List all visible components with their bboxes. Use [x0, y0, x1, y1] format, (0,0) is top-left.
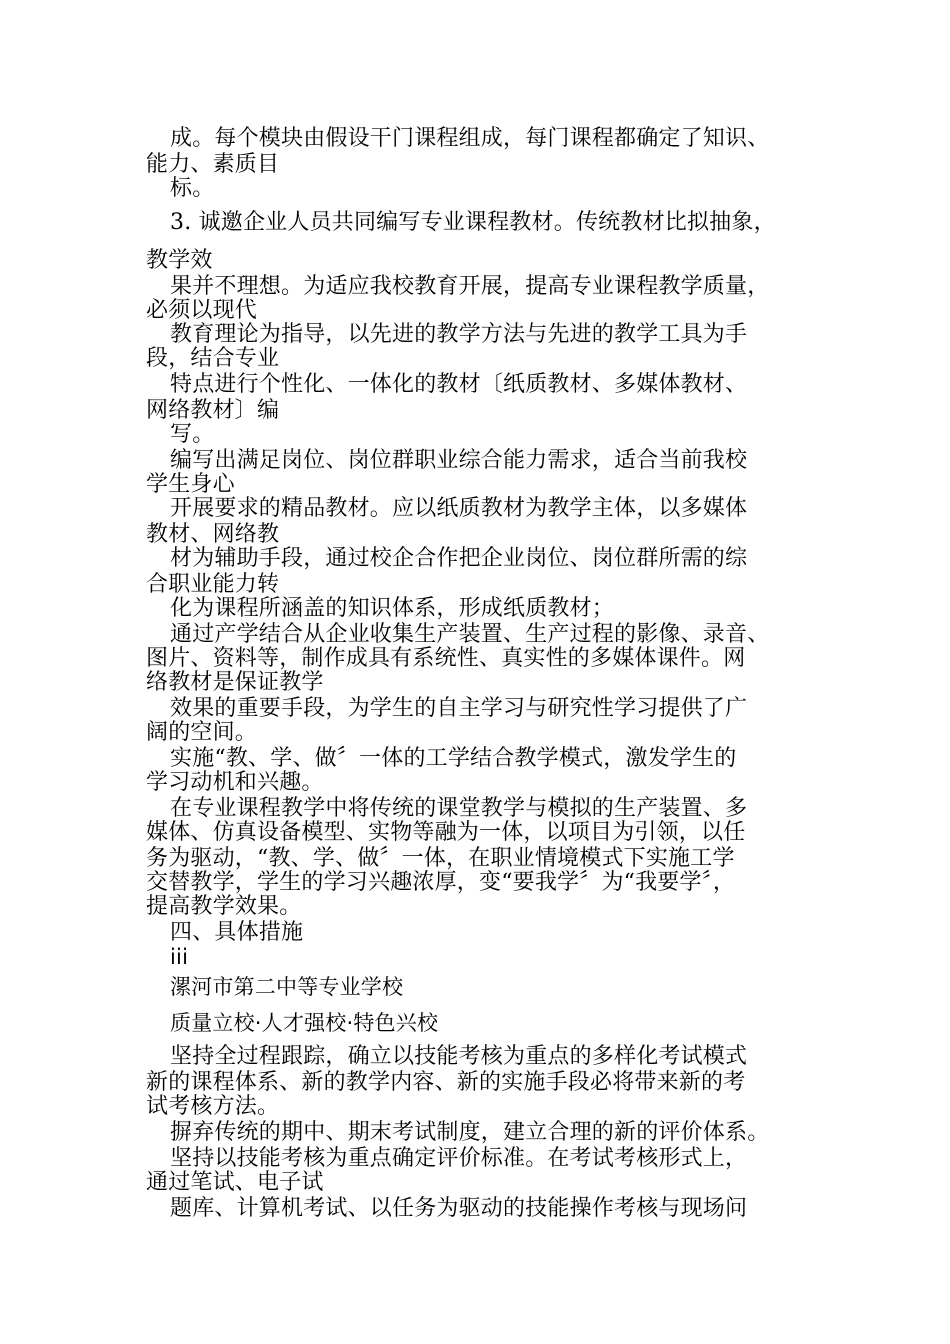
text-line: 效果的重要手段，为学生的自主学习与研究性学习提供了广	[170, 696, 748, 721]
text-line: 网络教材〕编	[146, 398, 280, 423]
text-line: 媒体、仿真设备模型、实物等融为一体，以项目为引领，以任	[146, 820, 746, 845]
text-line: 开展要求的精品教材。应以纸质教材为教学主体，以多媒体	[170, 496, 748, 521]
text-line: 标。	[170, 176, 215, 201]
text-line: 通过产学结合从企业收集生产装置、生产过程的影像、录音、	[170, 622, 770, 647]
text-line: 成。每个模块由假设干门课程组成，每门课程都确定了知识、	[170, 126, 770, 151]
text-line: 果并不理想。为适应我校教育开展，提高专业课程教学质量，	[170, 274, 770, 299]
text-line: 合职业能力转	[146, 572, 280, 597]
text-line: 提高教学效果。	[146, 894, 302, 919]
school-motto: 质量立校·人才强校·特色兴校	[170, 1011, 439, 1035]
text-line: 必须以现代	[146, 298, 258, 323]
text-line: 特点进行个性化、一体化的教材〔纸质教材、多媒体教材、	[170, 372, 748, 397]
text-line: 摒弃传统的期中、期末考试制度，建立合理的新的评价体系。	[170, 1120, 770, 1145]
text-line: 编写出满足岗位、岗位群职业综合能力需求，适合当前我校	[170, 448, 748, 473]
text-line: 试考核方法。	[146, 1094, 280, 1119]
text-line: 教育理论为指导，以先进的教学方法与先进的教学工具为手	[170, 322, 748, 347]
text-line: 化为课程所涵盖的知识体系，形成纸质教材；	[170, 596, 615, 621]
text-line: 材为辅助手段，通过校企合作把企业岗位、岗位群所需的综	[170, 546, 748, 571]
roman-numeral-marker: iii	[170, 945, 189, 969]
text-line: 在专业课程教学中将传统的课堂教学与模拟的生产装置、多	[170, 796, 748, 821]
text-line: 段，结合专业	[146, 346, 280, 371]
text-line: 络教材是保证教学	[146, 670, 324, 695]
text-line: 阔的空间。	[146, 720, 258, 745]
text-line: 坚持全过程跟踪，确立以技能考核为重点的多样化考试模式	[170, 1044, 748, 1069]
text-line: 学习动机和兴趣。	[146, 770, 324, 795]
text-line: 新的课程体系、新的教学内容、新的实施手段必将带来新的考	[146, 1070, 746, 1095]
section-heading: 四、具体措施	[170, 920, 304, 945]
text-line: 务为驱动，“教、学、做〞一体，在职业情境模式下实施工学	[146, 846, 735, 871]
text-line: 写。	[170, 422, 215, 447]
text-line: 实施“教、学、做〞一体的工学结合教学模式，激发学生的	[170, 746, 737, 771]
text-line: 图片、资料等，制作成具有系统性、真实性的多媒体课件。网	[146, 646, 746, 671]
text-line: 交替教学，学生的学习兴趣浓厚，变“要我学〞为“我要学〞，	[146, 870, 736, 895]
text-line: 题库、计算机考试、以任务为驱动的技能操作考核与现场问	[170, 1196, 748, 1221]
school-name: 漯河市第二中等专业学校	[170, 975, 404, 999]
text-line: 坚持以技能考核为重点确定评价标准。在考试考核形式上，	[170, 1146, 748, 1171]
text-line: 学生身心	[146, 472, 235, 497]
text-line: 教学效	[146, 248, 213, 273]
text-line: 教材、网络教	[146, 522, 280, 547]
text-line: 3. 诚邀企业人员共同编写专业课程教材。传统教材比拟抽象，	[170, 210, 776, 235]
text-line: 通过笔试、电子试	[146, 1170, 324, 1195]
text-line: 能力、素质目	[146, 152, 280, 177]
